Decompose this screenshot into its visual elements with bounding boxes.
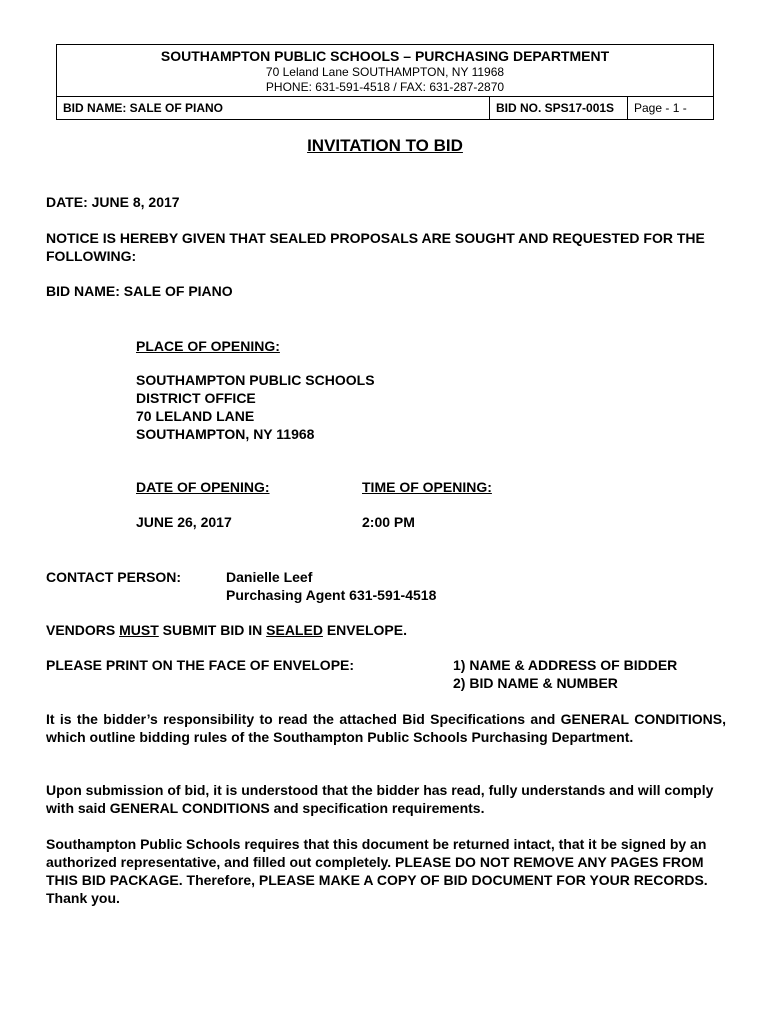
vendors-sealed-line	[46, 621, 407, 639]
place-line-4: SOUTHAMPTON, NY 11968	[136, 426, 315, 442]
vendors-sealed: SEALED	[266, 622, 323, 638]
submission-paragraph: Upon submission of bid, it is understood that the bidder has read, fully understands and will comply with said GENERAL CONDITIONS and specification requirements.	[46, 782, 714, 816]
header-box	[56, 44, 714, 120]
header-address: 70 Leland Lane SOUTHAMPTON, NY 11968	[265, 65, 505, 79]
vendors-text-3: ENVELOPE.	[322, 622, 407, 638]
header-bid-name: BID NAME: SALE OF PIANO	[63, 101, 224, 115]
header-page-number: Page - 1 -	[627, 97, 713, 120]
header-top	[57, 45, 713, 97]
notice-paragraph: NOTICE IS HEREBY GIVEN THAT SEALED PROPOSALS ARE SOUGHT AND REQUESTED FOR THE FOLLOWING:	[46, 230, 705, 264]
place-line-2: DISTRICT OFFICE	[136, 390, 256, 406]
header-title: SOUTHAMPTON PUBLIC SCHOOLS – PURCHASING DEPARTMENT	[160, 48, 610, 64]
vendors-text-1: VENDORS	[46, 622, 120, 638]
contact-person-name: Danielle Leef	[226, 569, 313, 585]
print-envelope-item-2: 2) BID NAME & NUMBER	[453, 675, 618, 691]
contact-person-label: CONTACT PERSON:	[46, 569, 182, 585]
place-line-3: 70 LELAND LANE	[136, 408, 255, 424]
header-bottom-row	[57, 97, 713, 120]
header-phone: PHONE: 631-591-4518 / FAX: 631-287-2870	[265, 80, 505, 94]
time-of-opening-heading: TIME OF OPENING:	[362, 479, 492, 495]
print-envelope-label: PLEASE PRINT ON THE FACE OF ENVELOPE:	[46, 657, 355, 673]
responsibility-paragraph: It is the bidder’s responsibility to read the attached Bid Specifications and GENERAL CONDITIONS, which outline bidding rules of the Southampton Public Schools Purchasing Department.	[46, 711, 726, 745]
date-of-opening-heading: DATE OF OPENING:	[136, 479, 270, 495]
header-bid-number: BID NO. SPS17-001S	[489, 97, 627, 120]
bid-name-line: BID NAME: SALE OF PIANO	[46, 283, 233, 299]
place-line-1: SOUTHAMPTON PUBLIC SCHOOLS	[136, 372, 375, 388]
contact-person-title: Purchasing Agent 631-591-4518	[226, 587, 437, 603]
print-envelope-item-1: 1) NAME & ADDRESS OF BIDDER	[453, 657, 678, 673]
time-of-opening-value: 2:00 PM	[362, 514, 415, 530]
requirements-paragraph: Southampton Public Schools requires that this document be returned intact, that it be signed by an authorized representative, and filled out completely. PLEASE DO NOT REMOVE ANY PAGES FROM THIS BID PACKAGE. Therefore, PLEASE MAKE A COPY OF BID DOCUMENT FOR YOUR RECORDS. Thank you.	[46, 836, 708, 906]
vendors-text-2: SUBMIT BID IN	[158, 622, 267, 638]
document-title: INVITATION TO BID	[307, 136, 463, 155]
date-line: DATE: JUNE 8, 2017	[46, 194, 180, 210]
vendors-must: MUST	[119, 622, 159, 638]
date-of-opening-value: JUNE 26, 2017	[136, 514, 232, 530]
place-of-opening-heading: PLACE OF OPENING:	[136, 338, 280, 354]
